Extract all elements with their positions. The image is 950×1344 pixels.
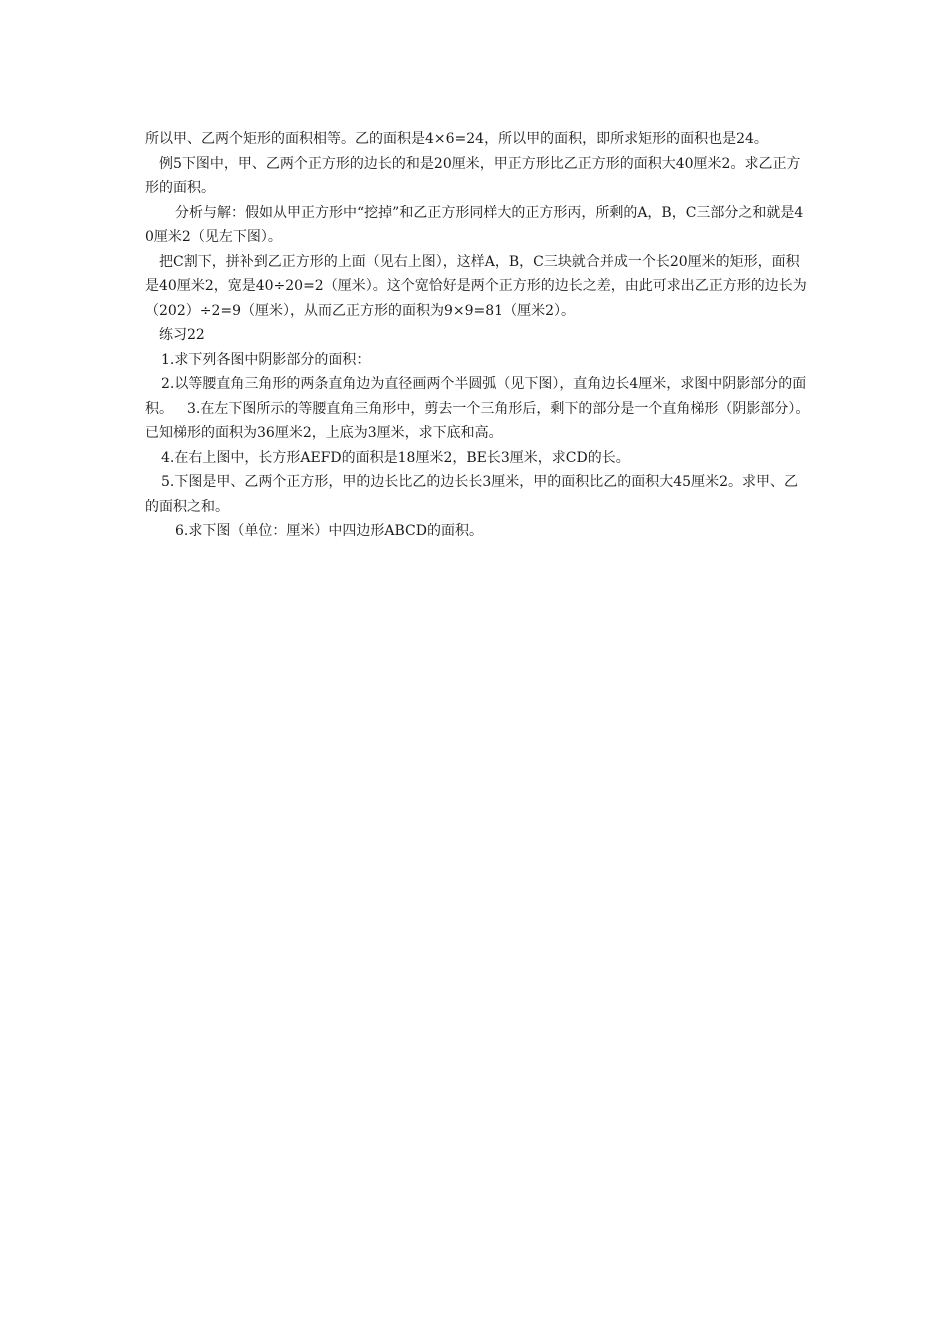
- paragraph-solution: 把C割下，拼补到乙正方形的上面（见右上图），这样A，B，C三块就合并成一个长20厘米的矩形，面积是40厘米2，宽是40÷20=2（厘米）。这个宽恰好是两个正方形的边长之差，由此可求出乙正方形的边长为（202）÷2=9（厘米），从而乙正方形的面积为9×9=81（厘米2）。: [145, 253, 807, 319]
- exercise-item-6: 6.求下图（单位：厘米）中四边形ABCD的面积。: [175, 523, 483, 539]
- exercise-item-1: 1.求下列各图中阴影部分的面积：: [161, 351, 371, 368]
- document-body: [145, 127, 810, 544]
- paragraph-analysis: 分析与解：假如从甲正方形中“挖掉”和乙正方形同样大的正方形丙，所剩的A，B，C三部分之和就是40厘米2（见左下图）。: [145, 204, 804, 245]
- exercise-heading: 练习22: [159, 327, 205, 343]
- exercise-item-4: 4.在右上图中，长方形AEFD的面积是18厘米2，BE长3厘米，求CD的长。: [161, 449, 630, 466]
- exercise-item-3: 3.在左下图所示的等腰直角三角形中，剪去一个三角形后，剩下的部分是一个直角梯形（阴影部分）。已知梯形的面积为36厘米2，上底为3厘米，求下底和高。: [145, 400, 810, 441]
- paragraph-example-5: 例5下图中，甲、乙两个正方形的边长的和是20厘米，甲正方形比乙正方形的面积大40厘米2。求乙正方形的面积。: [145, 155, 801, 196]
- exercise-item-5: 5.下图是甲、乙两个正方形，甲的边长比乙的边长长3厘米，甲的面积比乙的面积大45厘米2。求甲、乙的面积之和。: [145, 474, 798, 515]
- exercise-items-2-3: [145, 372, 810, 446]
- paragraph-conclusion: 所以甲、乙两个矩形的面积相等。乙的面积是4×6=24，所以甲的面积，即所求矩形的面积也是24。: [145, 131, 768, 147]
- exercise-item-2: 2.以等腰直角三角形的两条直角边为直径画两个半圆弧（见下图），直角边长4厘米，求图中阴影部分的面积。: [145, 376, 807, 417]
